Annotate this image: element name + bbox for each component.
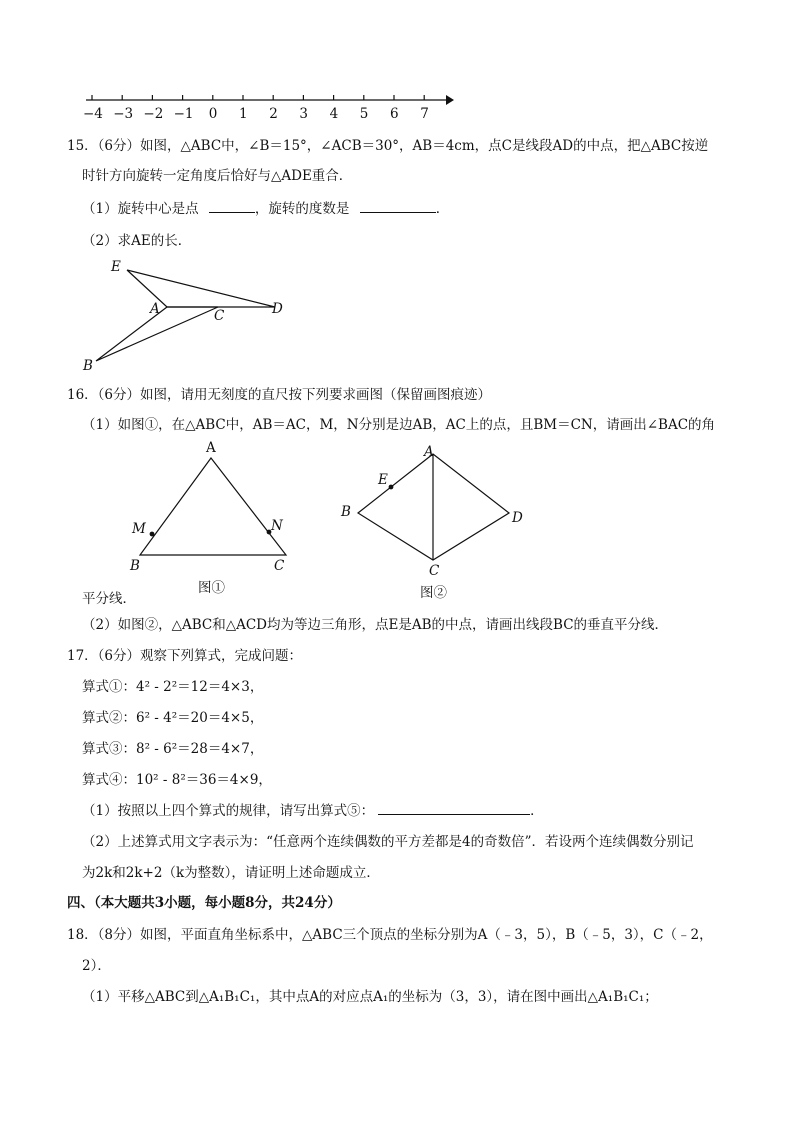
number-line-tick-label: 6 bbox=[390, 106, 399, 122]
q15-answer-blank-center[interactable] bbox=[209, 200, 255, 213]
q15-figure-drawing bbox=[75, 255, 305, 375]
q16-fig2-caption: 图② bbox=[420, 585, 447, 601]
q17-answer-blank-eq5[interactable] bbox=[378, 802, 530, 815]
q15-label-e: E bbox=[111, 259, 121, 275]
number-line-tick-label: −3 bbox=[113, 106, 134, 122]
q17-stem: 17．（6分）观察下列算式，完成问题： bbox=[67, 648, 303, 664]
q16-part1-continuation: 平分线． bbox=[82, 591, 136, 607]
q17-part2-line-2: 为2k和2k+2（k为整数），请证明上述命题成立． bbox=[82, 865, 380, 881]
q16-fig2-label-a: A bbox=[424, 444, 434, 460]
q16-fig1-caption: 图① bbox=[198, 580, 225, 596]
number-line-tick-label: −2 bbox=[143, 106, 164, 122]
q16-fig1-label-a: A bbox=[206, 440, 216, 456]
q17-part1 bbox=[82, 802, 544, 820]
q16-figure-2 bbox=[335, 440, 535, 600]
q16-fig1-label-b: B bbox=[130, 558, 140, 574]
q16-fig2-label-e: E bbox=[378, 472, 388, 488]
q17-eq-3: 算式③：8² - 6²＝28＝4×7， bbox=[82, 741, 264, 757]
q16-fig2-label-b: B bbox=[341, 504, 351, 520]
q15-part2: （2）求AE的长． bbox=[82, 233, 192, 249]
q15-label-d: D bbox=[272, 301, 283, 317]
number-line-tick-label: −1 bbox=[173, 106, 194, 122]
number-line-tick-label: 3 bbox=[299, 106, 308, 122]
number-line bbox=[80, 88, 460, 124]
number-line-tick-label: 0 bbox=[208, 106, 218, 122]
q17-eq-2: 算式②：6² - 4²＝20＝4×5， bbox=[82, 710, 264, 726]
q16-fig2-label-d: D bbox=[512, 510, 523, 526]
q16-figure-2-drawing bbox=[335, 440, 535, 565]
q17-part1-text-a: （1）按照以上四个算式的规律，请写出算式⑤： bbox=[82, 803, 375, 819]
q18-stem-line-1: 18．（8分）如图，平面直角坐标系中，△ABC三个顶点的坐标分别为A（﹣3，5），B（﹣5，3），C（﹣2， bbox=[67, 927, 713, 943]
q18-stem-line-2: 2）． bbox=[82, 958, 111, 974]
q17-part2-line-1: （2）上述算式用文字表示为：“任意两个连续偶数的平方差都是4的奇数倍”．若设两个连续偶数分别记 bbox=[82, 834, 694, 850]
number-line-tick-label: 2 bbox=[269, 106, 278, 122]
q15-label-c: C bbox=[214, 308, 225, 324]
number-line-tick-label: 1 bbox=[239, 106, 248, 122]
q15-part1-text-b: ，旋转的度数是 bbox=[254, 201, 350, 217]
q17-eq-4: 算式④：10² - 8²＝36＝4×9， bbox=[82, 772, 272, 788]
q17-eq-1: 算式①：4² - 2²＝12＝4×3， bbox=[82, 679, 264, 695]
q16-fig1-label-n: N bbox=[271, 518, 283, 534]
q15-stem-line-2: 时针方向旋转一定角度后恰好与△ADE重合． bbox=[82, 168, 353, 184]
q15-label-a: A bbox=[150, 301, 160, 317]
q15-label-b: B bbox=[83, 358, 93, 374]
q16-part2: （2）如图②，△ABC和△ACD均为等边三角形，点E是AB的中点，请画出线段BC的垂直平分线． bbox=[82, 617, 669, 633]
q16-part1: （1）如图①，在△ABC中，AB＝AC，M，N分别是边AB，AC上的点，且BM＝CN，请画出∠BAC的角 bbox=[82, 417, 716, 433]
q15-part1-text-c: ． bbox=[435, 201, 450, 217]
section-4-heading: 四、（本大题共3小题，每小题8分，共24分） bbox=[67, 895, 341, 911]
q16-fig1-label-c: C bbox=[274, 558, 285, 574]
q16-stem: 16．（6分）如图，请用无刻度的直尺按下列要求画图（保留画图痕迹） bbox=[67, 387, 492, 403]
number-line-tick-label: 4 bbox=[329, 106, 339, 122]
q16-fig1-label-m: M bbox=[132, 521, 146, 537]
q18-part1: （1）平移△ABC到△A₁B₁C₁，其中点A的对应点A₁的坐标为（3，3），请在图中画出△A₁B₁C₁； bbox=[82, 989, 658, 1005]
q15-part1-text-a: （1）旋转中心是点 bbox=[82, 201, 199, 217]
q16-fig2-label-c: C bbox=[429, 563, 440, 579]
q15-answer-blank-degree[interactable] bbox=[360, 200, 436, 213]
number-line-tick-label: 7 bbox=[420, 106, 429, 122]
q15-part1 bbox=[82, 200, 449, 218]
q15-figure bbox=[75, 255, 305, 375]
q17-part1-text-b: ． bbox=[530, 803, 544, 819]
q15-stem-line-1: 15．（6分）如图，△ABC中，∠B＝15°，∠ACB＝30°，AB＝4cm，点C是线段AD的中点，把△ABC按逆 bbox=[67, 138, 709, 154]
q16-figure-1 bbox=[128, 440, 298, 600]
number-line-tick-label: −4 bbox=[83, 106, 103, 122]
number-line-tick-label: 5 bbox=[359, 106, 369, 122]
q16-figure-1-drawing bbox=[128, 440, 298, 565]
